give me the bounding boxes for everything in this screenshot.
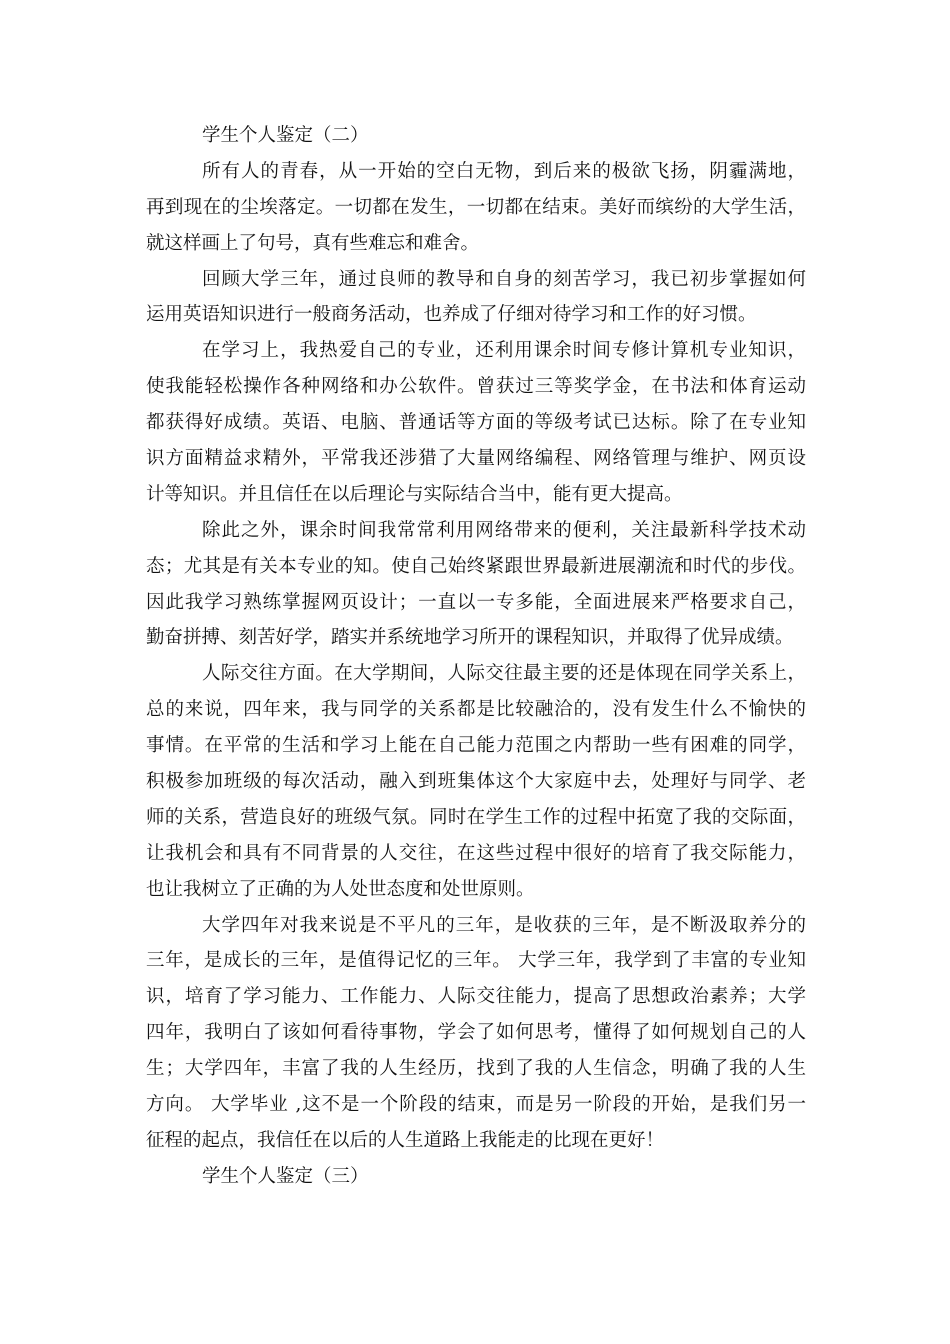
paragraph-line: 让我机会和具有不同背景的人交往，在这些过程中很好的培育了我交际能力， xyxy=(146,842,806,864)
paragraph-extracurricular xyxy=(146,513,806,657)
paragraph-line: 方向。 大学毕业 ,这不是一个阶段的结束，而是另一阶段的开始，是我们另一 xyxy=(146,1094,806,1116)
paragraph-line: 因此我学习熟练掌握网页设计；一直以一专多能，全面进展来严格要求自己， xyxy=(146,591,806,613)
paragraph-line: 事情。在平常的生活和学习上能在自己能力范围之内帮助一些有困难的同学， xyxy=(146,735,806,757)
paragraph-line: 识方面精益求精外，平常我还涉猎了大量网络编程、网络管理与维护、网页设 xyxy=(146,448,806,470)
paragraph-line: 三年，是成长的三年，是值得记忆的三年。 大学三年，我学到了丰富的专业知 xyxy=(146,950,806,972)
paragraph-line: 除此之外，课余时间我常常利用网络带来的便利，关注最新科学技术动 xyxy=(202,519,806,541)
paragraph-youth xyxy=(146,154,806,262)
paragraph-study xyxy=(146,333,806,512)
document-body xyxy=(146,118,806,1195)
paragraph-line: 征程的起点，我信任在以后的人生道路上我能走的比现在更好！ xyxy=(146,1129,665,1151)
paragraph-summary xyxy=(146,908,806,1159)
paragraph-line: 所有人的青春，从一开始的空白无物，到后来的极欲飞扬，阴霾满地， xyxy=(202,160,806,182)
paragraph-line: 勤奋拼搏、刻苦好学，踏实并系统地学习所开的课程知识，并取得了优异成绩。 xyxy=(146,627,794,649)
paragraph-line: 态；尤其是有关本专业的知。使自己始终紧跟世界最新进展潮流和时代的步伐。 xyxy=(146,555,806,577)
paragraph-line: 生；大学四年，丰富了我的人生经历，找到了我的人生信念，明确了我的人生 xyxy=(146,1058,806,1080)
paragraph-line: 都获得好成绩。英语、电脑、普通话等方面的等级考试已达标。除了在专业知 xyxy=(146,412,806,434)
paragraph-line: 使我能轻松操作各种网络和办公软件。曾获过三等奖学金，在书法和体育运动 xyxy=(146,376,806,398)
paragraph-line: 计等知识。并且信任在以后理论与实际结合当中，能有更大提高。 xyxy=(146,483,683,505)
paragraph-line: 总的来说，四年来，我与同学的关系都是比较融洽的，没有发生什么不愉快的 xyxy=(146,699,806,721)
paragraph-line: 回顾大学三年，通过良师的教导和自身的刻苦学习，我已初步掌握如何 xyxy=(202,268,806,290)
paragraph-line: 识，培育了学习能力、工作能力、人际交往能力，提高了思想政治素养；大学 xyxy=(146,986,806,1008)
paragraph-review xyxy=(146,262,806,334)
paragraph-line: 大学四年对我来说是不平凡的三年，是收获的三年，是不断汲取养分的 xyxy=(202,914,806,936)
paragraph-line: 运用英语知识进行一般商务活动，也养成了仔细对待学习和工作的好习惯。 xyxy=(146,304,757,326)
paragraph-line: 积极参加班级的每次活动，融入到班集体这个大家庭中去，处理好与同学、老 xyxy=(146,771,806,793)
paragraph-line: 师的关系，营造良好的班级气氛。同时在学生工作的过程中拓宽了我的交际面， xyxy=(146,806,806,828)
paragraph-line: 就这样画上了句号，真有些难忘和难舍。 xyxy=(146,232,480,254)
section-heading-two: 学生个人鉴定（二） xyxy=(202,125,369,146)
paragraph-line: 四年，我明白了该如何看待事物，学会了如何思考，懂得了如何规划自己的人 xyxy=(146,1022,806,1044)
paragraph-relationships xyxy=(146,656,806,907)
section-heading-three: 学生个人鉴定（三） xyxy=(202,1165,369,1187)
paragraph-line: 在学习上，我热爱自己的专业，还利用课余时间专修计算机专业知识， xyxy=(202,340,806,362)
paragraph-line: 人际交往方面。在大学期间，人际交往最主要的还是体现在同学关系上， xyxy=(202,663,806,685)
paragraph-line: 也让我树立了正确的为人处世态度和处世原则。 xyxy=(146,878,535,900)
paragraph-line: 再到现在的尘埃落定。一切都在发生，一切都在结束。美好而缤纷的大学生活， xyxy=(146,196,806,218)
